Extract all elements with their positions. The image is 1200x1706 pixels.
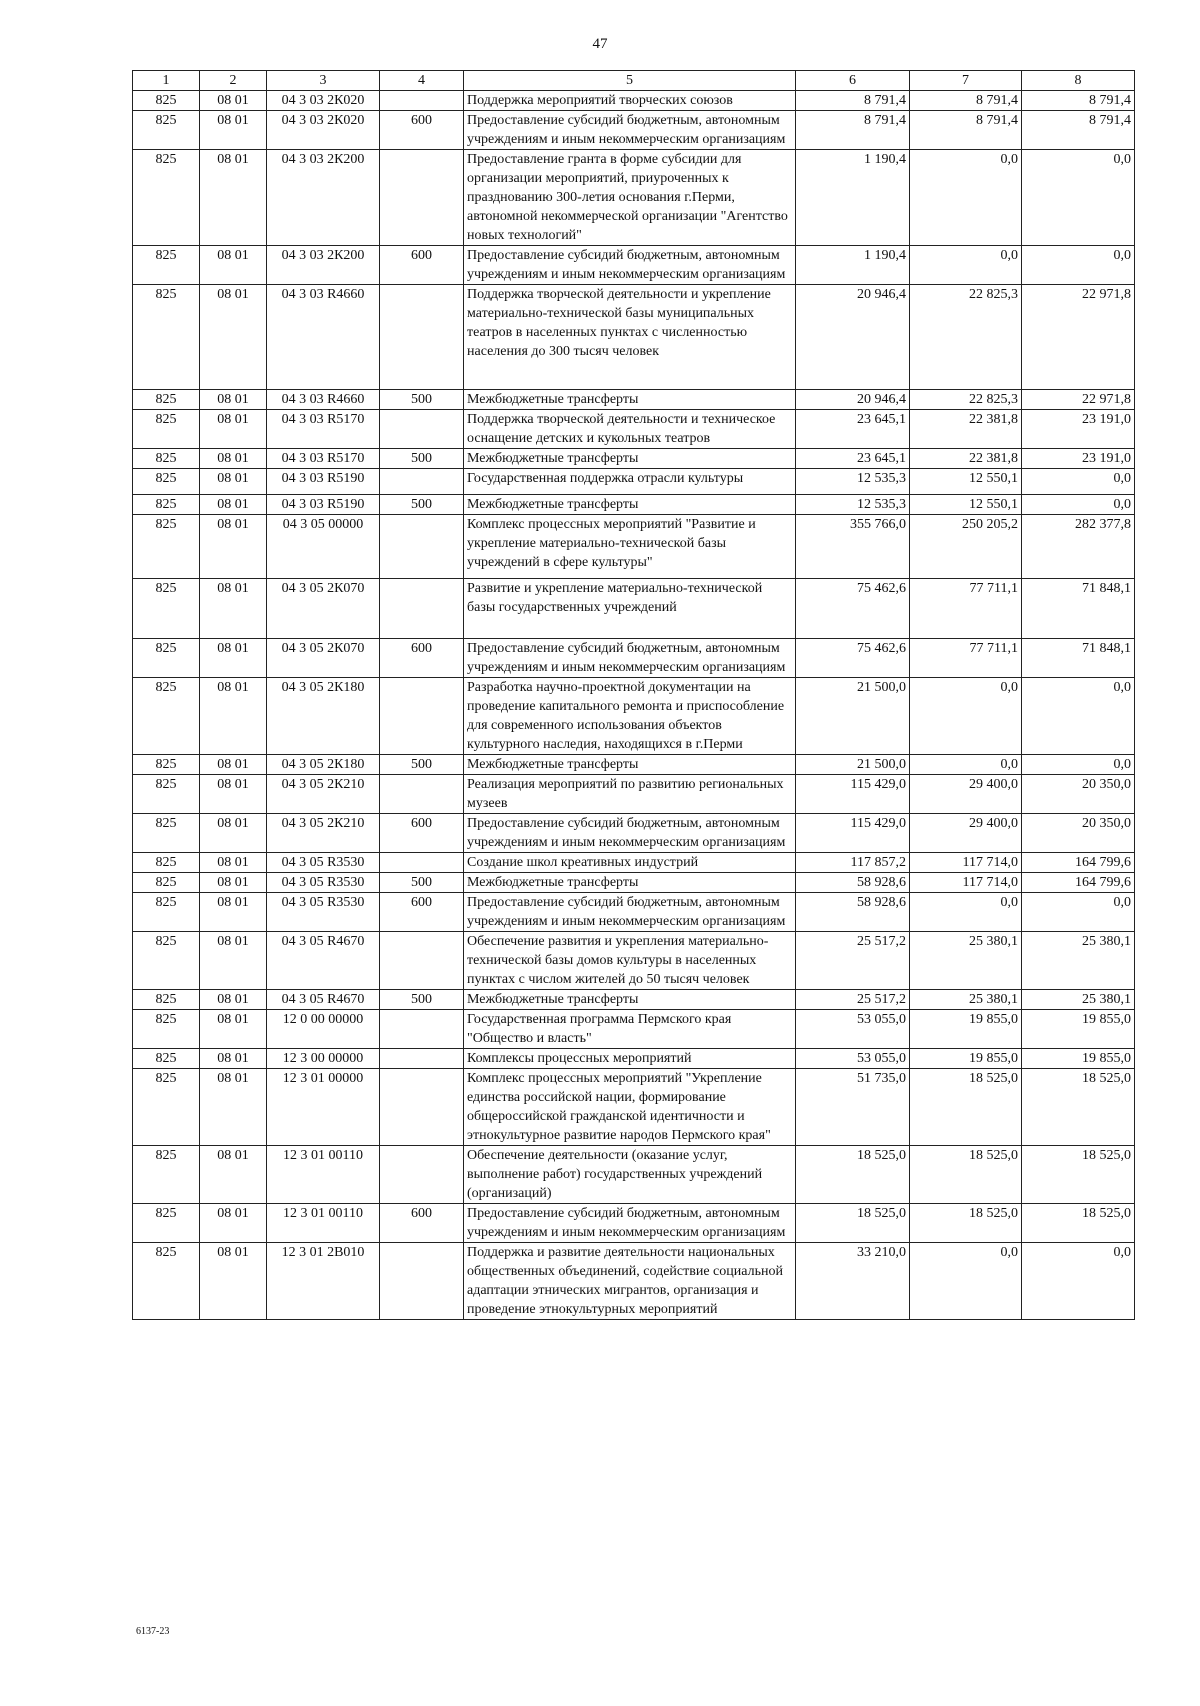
amount-year1-cell: 115 429,0 (796, 775, 910, 814)
amount-year1-cell: 18 525,0 (796, 1146, 910, 1204)
table-row (133, 515, 1135, 579)
amount-year1-cell: 75 462,6 (796, 639, 910, 678)
target-article-cell: 04 3 03 R5170 (267, 449, 380, 469)
amount-year3-cell: 18 525,0 (1022, 1146, 1135, 1204)
amount-year2-cell: 29 400,0 (910, 814, 1022, 853)
expense-type-cell (380, 775, 464, 814)
section-code-cell: 08 01 (200, 814, 267, 853)
amount-year3-cell: 0,0 (1022, 246, 1135, 285)
expense-type-cell: 600 (380, 246, 464, 285)
ministry-code-cell: 825 (133, 1243, 200, 1320)
document-code: 6137-23 (136, 1626, 170, 1637)
target-article-cell: 04 3 03 2К020 (267, 111, 380, 150)
column-header: 8 (1022, 71, 1135, 91)
amount-year3-cell: 0,0 (1022, 755, 1135, 775)
amount-year3-cell: 22 971,8 (1022, 390, 1135, 410)
section-code-cell: 08 01 (200, 853, 267, 873)
amount-year3-cell: 22 971,8 (1022, 285, 1135, 390)
table-row (133, 1069, 1135, 1146)
table-body (133, 91, 1135, 1320)
target-article-cell: 04 3 03 R4660 (267, 285, 380, 390)
ministry-code-cell: 825 (133, 814, 200, 853)
description-cell: Предоставление субсидий бюджетным, автономным учреждениям и иным некоммерческим организациям (464, 814, 796, 853)
table-row (133, 390, 1135, 410)
expense-type-cell (380, 1069, 464, 1146)
section-code-cell: 08 01 (200, 111, 267, 150)
expense-type-cell: 600 (380, 111, 464, 150)
table-row (133, 853, 1135, 873)
target-article-cell: 04 3 05 R4670 (267, 932, 380, 990)
amount-year1-cell: 23 645,1 (796, 410, 910, 449)
expense-type-cell: 500 (380, 755, 464, 775)
ministry-code-cell: 825 (133, 1146, 200, 1204)
header-row (133, 71, 1135, 91)
expense-type-cell: 600 (380, 893, 464, 932)
description-cell: Поддержка творческой деятельности и укрепление материально-технической базы муниципальных театров в населенных пунктах с численностью населения до 300 тысяч человек (464, 285, 796, 390)
expense-type-cell (380, 678, 464, 755)
description-cell: Разработка научно-проектной документации на проведение капитального ремонта и приспособление для современного использования объектов культурного наследия, находящихся в г.Перми (464, 678, 796, 755)
table-row (133, 410, 1135, 449)
amount-year2-cell: 22 825,3 (910, 390, 1022, 410)
table-row (133, 755, 1135, 775)
description-cell: Государственная программа Пермского края "Общество и власть" (464, 1010, 796, 1049)
expense-type-cell: 600 (380, 814, 464, 853)
amount-year3-cell: 0,0 (1022, 469, 1135, 495)
amount-year2-cell: 0,0 (910, 150, 1022, 246)
section-code-cell: 08 01 (200, 449, 267, 469)
description-cell: Предоставление субсидий бюджетным, автономным учреждениям и иным некоммерческим организациям (464, 639, 796, 678)
ministry-code-cell: 825 (133, 579, 200, 639)
ministry-code-cell: 825 (133, 893, 200, 932)
description-cell: Поддержка мероприятий творческих союзов (464, 91, 796, 111)
amount-year3-cell: 25 380,1 (1022, 932, 1135, 990)
amount-year1-cell: 115 429,0 (796, 814, 910, 853)
table-row (133, 246, 1135, 285)
amount-year3-cell: 0,0 (1022, 495, 1135, 515)
section-code-cell: 08 01 (200, 515, 267, 579)
amount-year3-cell: 18 525,0 (1022, 1069, 1135, 1146)
amount-year3-cell: 71 848,1 (1022, 639, 1135, 678)
table-row (133, 893, 1135, 932)
amount-year1-cell: 21 500,0 (796, 755, 910, 775)
amount-year2-cell: 0,0 (910, 246, 1022, 285)
target-article-cell: 04 3 05 2К180 (267, 678, 380, 755)
column-header: 5 (464, 71, 796, 91)
section-code-cell: 08 01 (200, 1204, 267, 1243)
target-article-cell: 12 3 01 00110 (267, 1146, 380, 1204)
amount-year2-cell: 29 400,0 (910, 775, 1022, 814)
table-row (133, 1146, 1135, 1204)
section-code-cell: 08 01 (200, 410, 267, 449)
amount-year1-cell: 75 462,6 (796, 579, 910, 639)
amount-year1-cell: 20 946,4 (796, 285, 910, 390)
target-article-cell: 04 3 05 R3530 (267, 873, 380, 893)
amount-year3-cell: 20 350,0 (1022, 814, 1135, 853)
amount-year2-cell: 8 791,4 (910, 111, 1022, 150)
ministry-code-cell: 825 (133, 495, 200, 515)
column-header: 3 (267, 71, 380, 91)
amount-year1-cell: 25 517,2 (796, 990, 910, 1010)
ministry-code-cell: 825 (133, 449, 200, 469)
expense-type-cell (380, 853, 464, 873)
expense-type-cell: 500 (380, 873, 464, 893)
section-code-cell: 08 01 (200, 1243, 267, 1320)
budget-table (132, 70, 1135, 1320)
amount-year3-cell: 23 191,0 (1022, 410, 1135, 449)
table-row (133, 91, 1135, 111)
amount-year2-cell: 25 380,1 (910, 990, 1022, 1010)
ministry-code-cell: 825 (133, 246, 200, 285)
section-code-cell: 08 01 (200, 1010, 267, 1049)
section-code-cell: 08 01 (200, 755, 267, 775)
ministry-code-cell: 825 (133, 111, 200, 150)
section-code-cell: 08 01 (200, 893, 267, 932)
table-row (133, 1010, 1135, 1049)
amount-year2-cell: 18 525,0 (910, 1204, 1022, 1243)
description-cell: Реализация мероприятий по развитию региональных музеев (464, 775, 796, 814)
table-row (133, 449, 1135, 469)
target-article-cell: 04 3 03 R5190 (267, 469, 380, 495)
target-article-cell: 04 3 03 R5190 (267, 495, 380, 515)
expense-type-cell: 600 (380, 639, 464, 678)
description-cell: Предоставление гранта в форме субсидии для организации мероприятий, приуроченных к празднованию 300-летия основания г.Перми, автономной некоммерческой организации "Агентство новых технологий" (464, 150, 796, 246)
description-cell: Межбюджетные трансферты (464, 390, 796, 410)
amount-year1-cell: 8 791,4 (796, 91, 910, 111)
expense-type-cell (380, 469, 464, 495)
target-article-cell: 04 3 05 R3530 (267, 853, 380, 873)
expense-type-cell (380, 91, 464, 111)
column-header: 6 (796, 71, 910, 91)
amount-year3-cell: 8 791,4 (1022, 91, 1135, 111)
amount-year3-cell: 19 855,0 (1022, 1049, 1135, 1069)
ministry-code-cell: 825 (133, 678, 200, 755)
table-row (133, 111, 1135, 150)
amount-year2-cell: 25 380,1 (910, 932, 1022, 990)
amount-year1-cell: 21 500,0 (796, 678, 910, 755)
description-cell: Поддержка и развитие деятельности национальных общественных объединений, содействие социальной адаптации этнических мигрантов, организация и проведение этнокультурных мероприятий (464, 1243, 796, 1320)
target-article-cell: 12 3 01 2В010 (267, 1243, 380, 1320)
description-cell: Межбюджетные трансферты (464, 873, 796, 893)
ministry-code-cell: 825 (133, 150, 200, 246)
amount-year1-cell: 20 946,4 (796, 390, 910, 410)
section-code-cell: 08 01 (200, 990, 267, 1010)
table-row (133, 150, 1135, 246)
table-row (133, 495, 1135, 515)
target-article-cell: 04 3 03 R4660 (267, 390, 380, 410)
section-code-cell: 08 01 (200, 469, 267, 495)
target-article-cell: 04 3 05 2К180 (267, 755, 380, 775)
section-code-cell: 08 01 (200, 639, 267, 678)
target-article-cell: 04 3 03 2К020 (267, 91, 380, 111)
ministry-code-cell: 825 (133, 515, 200, 579)
ministry-code-cell: 825 (133, 873, 200, 893)
expense-type-cell (380, 579, 464, 639)
section-code-cell: 08 01 (200, 91, 267, 111)
amount-year2-cell: 12 550,1 (910, 495, 1022, 515)
amount-year1-cell: 51 735,0 (796, 1069, 910, 1146)
expense-type-cell (380, 1010, 464, 1049)
ministry-code-cell: 825 (133, 775, 200, 814)
target-article-cell: 12 3 01 00000 (267, 1069, 380, 1146)
amount-year2-cell: 12 550,1 (910, 469, 1022, 495)
amount-year1-cell: 12 535,3 (796, 495, 910, 515)
ministry-code-cell: 825 (133, 1204, 200, 1243)
amount-year2-cell: 22 381,8 (910, 410, 1022, 449)
expense-type-cell: 500 (380, 990, 464, 1010)
section-code-cell: 08 01 (200, 579, 267, 639)
table-row (133, 469, 1135, 495)
section-code-cell: 08 01 (200, 932, 267, 990)
ministry-code-cell: 825 (133, 990, 200, 1010)
amount-year2-cell: 19 855,0 (910, 1049, 1022, 1069)
target-article-cell: 04 3 05 2К070 (267, 639, 380, 678)
amount-year2-cell: 117 714,0 (910, 853, 1022, 873)
ministry-code-cell: 825 (133, 932, 200, 990)
ministry-code-cell: 825 (133, 1049, 200, 1069)
section-code-cell: 08 01 (200, 150, 267, 246)
expense-type-cell: 500 (380, 390, 464, 410)
description-cell: Межбюджетные трансферты (464, 990, 796, 1010)
description-cell: Предоставление субсидий бюджетным, автономным учреждениям и иным некоммерческим организациям (464, 111, 796, 150)
section-code-cell: 08 01 (200, 678, 267, 755)
ministry-code-cell: 825 (133, 853, 200, 873)
amount-year3-cell: 164 799,6 (1022, 873, 1135, 893)
target-article-cell: 04 3 05 00000 (267, 515, 380, 579)
amount-year3-cell: 18 525,0 (1022, 1204, 1135, 1243)
amount-year1-cell: 53 055,0 (796, 1010, 910, 1049)
amount-year2-cell: 22 381,8 (910, 449, 1022, 469)
ministry-code-cell: 825 (133, 410, 200, 449)
description-cell: Комплекс процессных мероприятий "Развитие и укрепление материально-технической базы учреждений в сфере культуры" (464, 515, 796, 579)
amount-year2-cell: 0,0 (910, 1243, 1022, 1320)
section-code-cell: 08 01 (200, 495, 267, 515)
target-article-cell: 04 3 03 R5170 (267, 410, 380, 449)
description-cell: Предоставление субсидий бюджетным, автономным учреждениям и иным некоммерческим организациям (464, 893, 796, 932)
target-article-cell: 04 3 05 2К210 (267, 814, 380, 853)
amount-year2-cell: 250 205,2 (910, 515, 1022, 579)
description-cell: Развитие и укрепление материально-технической базы государственных учреждений (464, 579, 796, 639)
description-cell: Обеспечение развития и укрепления материально-технической базы домов культуры в населенных пунктах с числом жителей до 50 тысяч человек (464, 932, 796, 990)
expense-type-cell (380, 285, 464, 390)
ministry-code-cell: 825 (133, 469, 200, 495)
amount-year1-cell: 1 190,4 (796, 150, 910, 246)
description-cell: Предоставление субсидий бюджетным, автономным учреждениям и иным некоммерческим организациям (464, 1204, 796, 1243)
table-row (133, 285, 1135, 390)
target-article-cell: 04 3 05 R3530 (267, 893, 380, 932)
amount-year2-cell: 77 711,1 (910, 639, 1022, 678)
target-article-cell: 04 3 05 2К070 (267, 579, 380, 639)
ministry-code-cell: 825 (133, 285, 200, 390)
target-article-cell: 04 3 03 2К200 (267, 246, 380, 285)
description-cell: Создание школ креативных индустрий (464, 853, 796, 873)
amount-year3-cell: 8 791,4 (1022, 111, 1135, 150)
table-row (133, 678, 1135, 755)
target-article-cell: 04 3 05 2К210 (267, 775, 380, 814)
amount-year1-cell: 18 525,0 (796, 1204, 910, 1243)
table-row (133, 814, 1135, 853)
target-article-cell: 12 0 00 00000 (267, 1010, 380, 1049)
table-row (133, 639, 1135, 678)
amount-year2-cell: 117 714,0 (910, 873, 1022, 893)
description-cell: Обеспечение деятельности (оказание услуг, выполнение работ) государственных учреждений (организаций) (464, 1146, 796, 1204)
amount-year1-cell: 117 857,2 (796, 853, 910, 873)
ministry-code-cell: 825 (133, 91, 200, 111)
description-cell: Поддержка творческой деятельности и техническое оснащение детских и кукольных театров (464, 410, 796, 449)
ministry-code-cell: 825 (133, 755, 200, 775)
amount-year2-cell: 77 711,1 (910, 579, 1022, 639)
amount-year2-cell: 0,0 (910, 755, 1022, 775)
expense-type-cell: 600 (380, 1204, 464, 1243)
expense-type-cell (380, 1243, 464, 1320)
section-code-cell: 08 01 (200, 1146, 267, 1204)
section-code-cell: 08 01 (200, 873, 267, 893)
description-cell: Межбюджетные трансферты (464, 449, 796, 469)
amount-year3-cell: 0,0 (1022, 1243, 1135, 1320)
target-article-cell: 04 3 03 2К200 (267, 150, 380, 246)
amount-year1-cell: 58 928,6 (796, 893, 910, 932)
amount-year1-cell: 25 517,2 (796, 932, 910, 990)
column-header: 2 (200, 71, 267, 91)
table-row (133, 873, 1135, 893)
ministry-code-cell: 825 (133, 1069, 200, 1146)
amount-year2-cell: 22 825,3 (910, 285, 1022, 390)
expense-type-cell (380, 515, 464, 579)
description-cell: Комплекс процессных мероприятий "Укрепление единства российской нации, формирование общероссийской гражданской идентичности и этнокультурное развитие народов Пермского края" (464, 1069, 796, 1146)
expense-type-cell (380, 410, 464, 449)
amount-year2-cell: 0,0 (910, 893, 1022, 932)
column-header: 4 (380, 71, 464, 91)
target-article-cell: 12 3 01 00110 (267, 1204, 380, 1243)
table-row (133, 932, 1135, 990)
amount-year3-cell: 25 380,1 (1022, 990, 1135, 1010)
amount-year1-cell: 23 645,1 (796, 449, 910, 469)
column-header: 1 (133, 71, 200, 91)
section-code-cell: 08 01 (200, 285, 267, 390)
expense-type-cell (380, 150, 464, 246)
amount-year1-cell: 58 928,6 (796, 873, 910, 893)
ministry-code-cell: 825 (133, 390, 200, 410)
target-article-cell: 04 3 05 R4670 (267, 990, 380, 1010)
description-cell: Государственная поддержка отрасли культуры (464, 469, 796, 495)
amount-year2-cell: 0,0 (910, 678, 1022, 755)
amount-year2-cell: 18 525,0 (910, 1069, 1022, 1146)
description-cell: Предоставление субсидий бюджетным, автономным учреждениям и иным некоммерческим организациям (464, 246, 796, 285)
table-row (133, 1243, 1135, 1320)
amount-year2-cell: 8 791,4 (910, 91, 1022, 111)
amount-year3-cell: 164 799,6 (1022, 853, 1135, 873)
description-cell: Комплексы процессных мероприятий (464, 1049, 796, 1069)
page-number: 47 (592, 36, 608, 52)
expense-type-cell: 500 (380, 449, 464, 469)
amount-year3-cell: 71 848,1 (1022, 579, 1135, 639)
expense-type-cell (380, 1146, 464, 1204)
ministry-code-cell: 825 (133, 1010, 200, 1049)
amount-year3-cell: 0,0 (1022, 678, 1135, 755)
section-code-cell: 08 01 (200, 1069, 267, 1146)
amount-year1-cell: 1 190,4 (796, 246, 910, 285)
section-code-cell: 08 01 (200, 1049, 267, 1069)
amount-year1-cell: 53 055,0 (796, 1049, 910, 1069)
amount-year3-cell: 20 350,0 (1022, 775, 1135, 814)
amount-year1-cell: 12 535,3 (796, 469, 910, 495)
amount-year1-cell: 355 766,0 (796, 515, 910, 579)
table-row (133, 990, 1135, 1010)
description-cell: Межбюджетные трансферты (464, 495, 796, 515)
amount-year3-cell: 0,0 (1022, 150, 1135, 246)
amount-year3-cell: 23 191,0 (1022, 449, 1135, 469)
table-row (133, 1049, 1135, 1069)
description-cell: Межбюджетные трансферты (464, 755, 796, 775)
target-article-cell: 12 3 00 00000 (267, 1049, 380, 1069)
expense-type-cell: 500 (380, 495, 464, 515)
section-code-cell: 08 01 (200, 246, 267, 285)
amount-year2-cell: 18 525,0 (910, 1146, 1022, 1204)
expense-type-cell (380, 932, 464, 990)
table-row (133, 579, 1135, 639)
amount-year2-cell: 19 855,0 (910, 1010, 1022, 1049)
section-code-cell: 08 01 (200, 390, 267, 410)
section-code-cell: 08 01 (200, 775, 267, 814)
amount-year3-cell: 19 855,0 (1022, 1010, 1135, 1049)
table-row (133, 775, 1135, 814)
ministry-code-cell: 825 (133, 639, 200, 678)
amount-year1-cell: 33 210,0 (796, 1243, 910, 1320)
amount-year1-cell: 8 791,4 (796, 111, 910, 150)
column-header: 7 (910, 71, 1022, 91)
expense-type-cell (380, 1049, 464, 1069)
table-row (133, 1204, 1135, 1243)
amount-year3-cell: 282 377,8 (1022, 515, 1135, 579)
amount-year3-cell: 0,0 (1022, 893, 1135, 932)
